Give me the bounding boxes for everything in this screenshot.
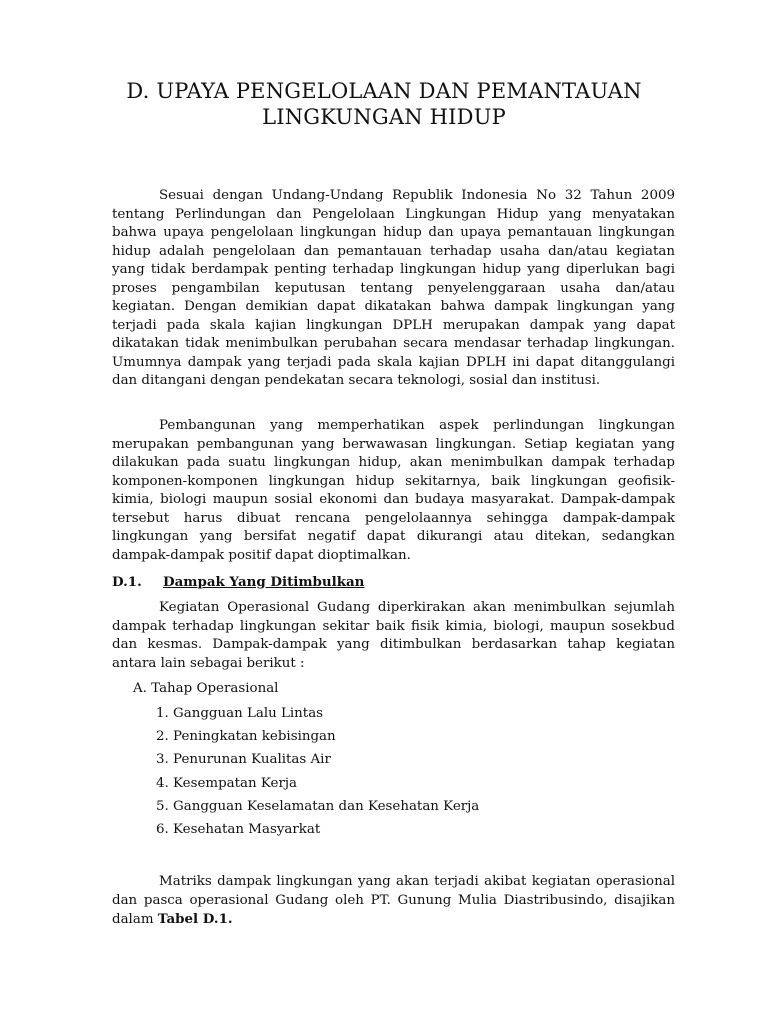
list-item: 1. Gangguan Lalu Lintas <box>156 706 324 721</box>
paragraph-development: Pembangunan yang memperhatikan aspek perlindungan lingkungan merupakan pembangunan yang berwawasan lingkungan. Setiap kegiatan yang dilakukan pada suatu lingkungan hidup, akan menimbulkan dampak terhadap komponen-komponen lingkungan hidup sekitarnya, baik lingkungan geofisik-kimia, biologi maupun sosial ekonomi dan budaya masyarakat. Dampak-dampak tersebut harus dibuat rencana pengelolaannya sehingga dampak-dampak lingkungan yang bersifat negatif dapat dikurangi atau ditekan, sedangkan dampak-dampak positif dapat dioptimalkan. <box>112 418 675 563</box>
closing-text: Matriks dampak lingkungan yang akan terjadi akibat kegiatan operasional dan pasca operasional Gudang oleh PT. Gunung Mulia Diastribusindo, disajikan dalam <box>112 874 675 927</box>
list-item: 3. Penurunan Kualitas Air <box>156 752 331 768</box>
paragraph-section-intro: Kegiatan Operasional Gudang diperkirakan akan menimbulkan sejumlah dampak terhadap lingkungan sekitar baik fisik kimia, biologi, maupun sosekbud dan kesmas. Dampak-dampak yang ditimbulkan berdasarkan tahap kegiatan antara lain sebagai berikut : <box>112 600 675 671</box>
impact-list <box>156 705 479 844</box>
table-reference: Tabel D.1. <box>157 911 233 927</box>
list-item: 6. Kesehatan Masyarkat <box>156 821 321 837</box>
paragraph-intro: Sesuai dengan Undang-Undang Republik Indonesia No 32 Tahun 2009 tentang Perlindungan dan Pengelolaan Lingkungan Hidup yang menyatakan bahwa upaya pengelolaan lingkungan hidup dan upaya pemantauan lingkungan hidup adalah pengelolaan dan pemantauan terhadap usaha dan/atau kegiatan yang tidak berdampak penting terhadap lingkungan hidup yang diperlukan bagi proses pengambilan keputusan tentang penyelenggaraan usaha dan/atau kegiatan. Dengan demikian dapat dikatakan bahwa dampak lingkungan yang terjadi pada skala kajian lingkungan DPLH merupakan dampak yang dapat dikatakan tidak menimbulkan perubahan secara mendasar terhadap lingkungan. Umumnya dampak yang terjadi pada skala kajian DPLH ini dapat ditanggulangi dan ditangani dengan pendekatan secara teknologi, sosial dan institusi. <box>112 188 675 388</box>
paragraph-closing <box>112 873 675 930</box>
list-item: 5. Gangguan Keselamatan dan Kesehatan Kerja <box>156 798 480 814</box>
section-heading <box>112 573 364 592</box>
subheading-operational: A. Tahap Operasional <box>133 681 279 696</box>
page-title <box>0 78 768 130</box>
list-item: 2. Peningkatan kebisingan <box>156 729 336 745</box>
list-item: 4. Kesempatan Kerja <box>156 775 297 791</box>
section-title: Dampak Yang Ditimbulkan <box>163 574 365 590</box>
section-number: D.1. <box>112 574 142 590</box>
title-line-2: LINGKUNGAN HIDUP <box>262 105 506 129</box>
title-line-1: D. UPAYA PENGELOLAAN DAN PEMANTAUAN <box>126 79 642 103</box>
